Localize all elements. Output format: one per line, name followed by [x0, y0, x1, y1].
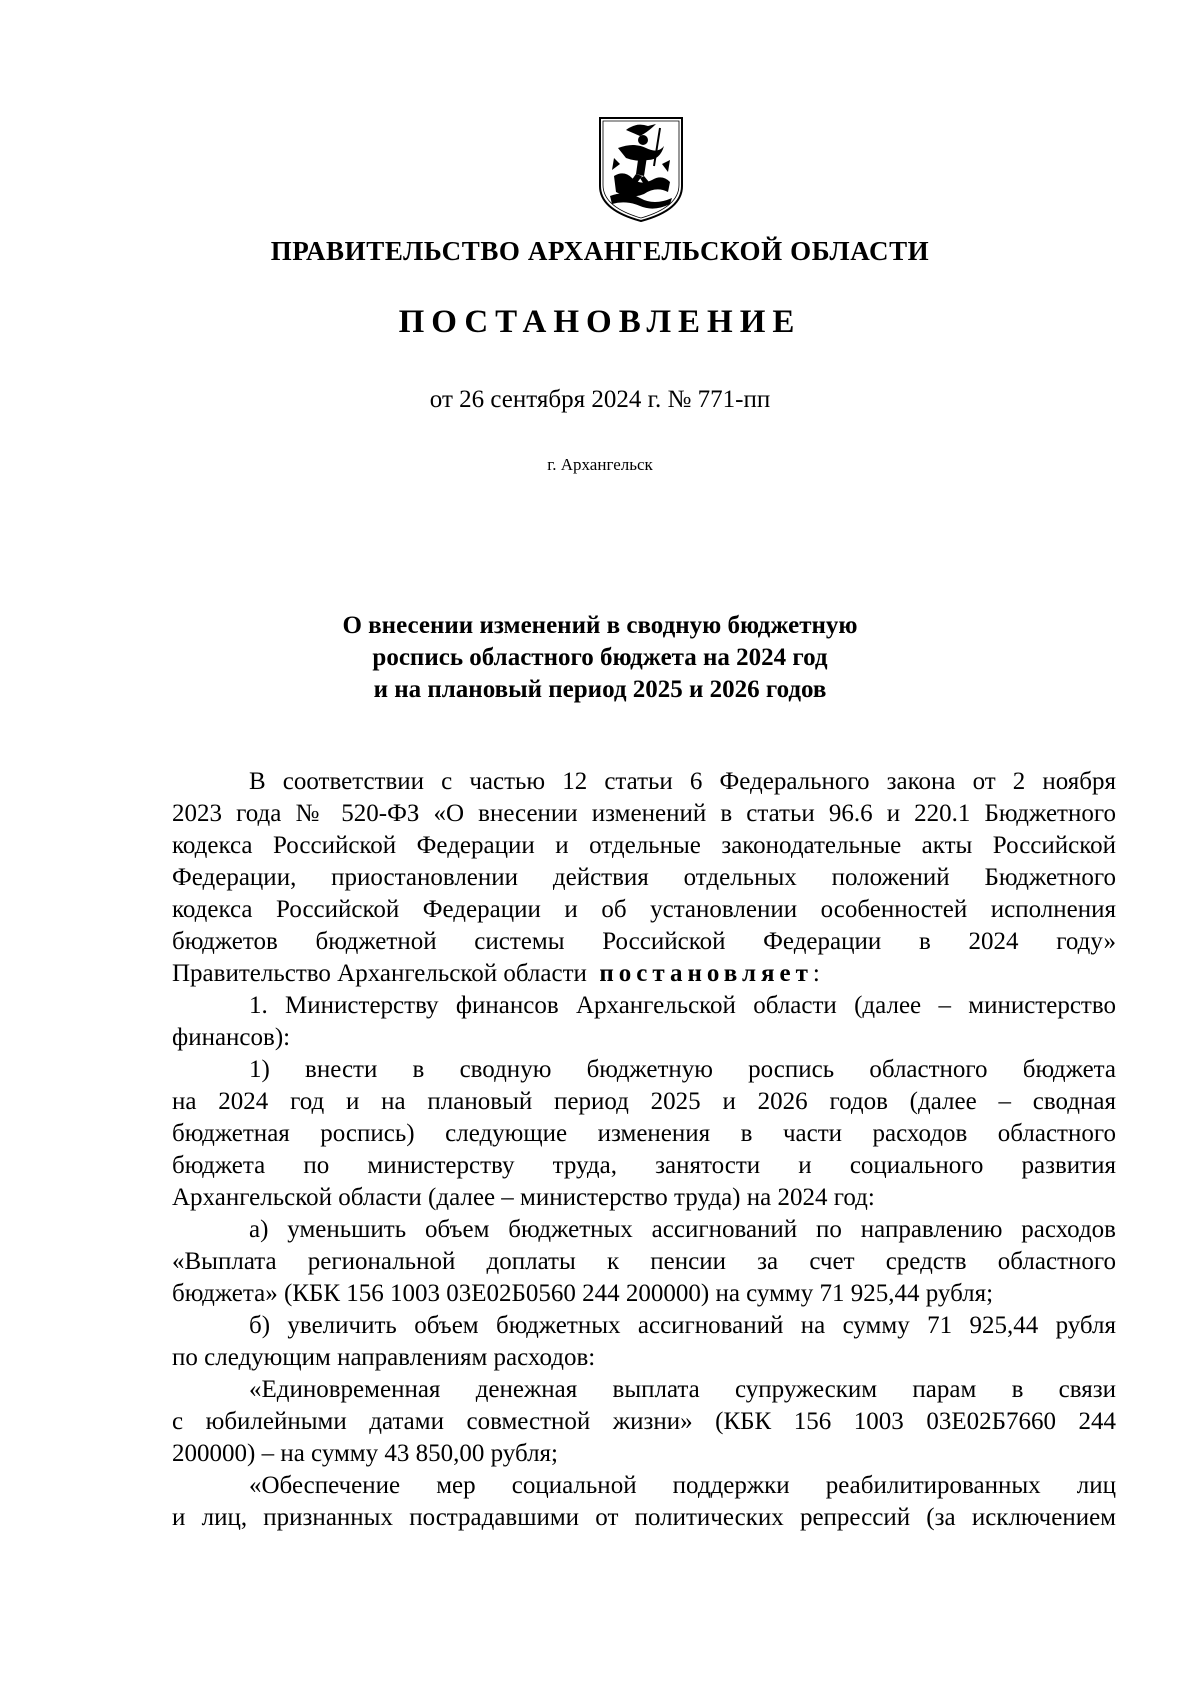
- coat-of-arms-emblem-icon: [596, 114, 686, 224]
- body-line: Федерации, приостановлении действия отдельных положений Бюджетного: [172, 864, 1116, 891]
- body-line: В соответствии с частью 12 статьи 6 Федерального закона от 2 ноября: [249, 768, 1116, 795]
- subject-line: роспись областного бюджета на 2024 год: [372, 644, 828, 671]
- document-subject: [0, 610, 1200, 706]
- body-line: а) уменьшить объем бюджетных ассигнований по направлению расходов: [249, 1216, 1116, 1243]
- body-line: и лиц, признанных пострадавшими от политических репрессий (за исключением: [172, 1504, 1116, 1531]
- subject-line: и на плановый период 2025 и 2026 годов: [373, 676, 827, 703]
- body-line: на 2024 год и на плановый период 2025 и 2026 годов (далее – сводная: [172, 1088, 1116, 1115]
- body-line: кодекса Российской Федерации и об установлении особенностей исполнения: [172, 896, 1116, 923]
- body-line: Архангельской области (далее – министерство труда) на 2024 год:: [172, 1184, 875, 1211]
- document-body: [172, 766, 1116, 1534]
- government-name: ПРАВИТЕЛЬСТВО АРХАНГЕЛЬСКОЙ ОБЛАСТИ: [270, 236, 930, 266]
- decree-colon: :: [812, 960, 820, 987]
- body-line: кодекса Российской Федерации и отдельные законодательные акты Российской: [172, 832, 1116, 859]
- body-line: по следующим направлениям расходов:: [172, 1344, 596, 1371]
- body-line: бюджетная роспись) следующие изменения в части расходов областного: [172, 1120, 1116, 1147]
- body-line: «Выплата региональной доплаты к пенсии за счет средств областного: [172, 1248, 1116, 1275]
- document-city: г. Архангельск: [547, 455, 653, 474]
- body-line: с юбилейными датами совместной жизни» (КБК 156 1003 03Е02Б7660 244: [172, 1408, 1116, 1435]
- document-type-title: ПОСТАНОВЛЕНИЕ: [398, 304, 802, 340]
- body-line: 1) внести в сводную бюджетную роспись областного бюджета: [249, 1056, 1116, 1083]
- body-line: «Единовременная денежная выплата супружеским парам в связи: [249, 1376, 1116, 1403]
- subject-line: О внесении изменений в сводную бюджетную: [342, 612, 858, 639]
- body-line: 2023 года № 520-ФЗ «О внесении изменений в статьи 96.6 и 220.1 Бюджетного: [172, 800, 1116, 827]
- decree-subject: Правительство Архангельской области: [172, 960, 587, 987]
- body-line-decree: [172, 958, 1116, 990]
- body-line: б) увеличить объем бюджетных ассигнований на сумму 71 925,44 рубля: [249, 1312, 1116, 1339]
- body-line: «Обеспечение мер социальной поддержки реабилитированных лиц: [249, 1472, 1116, 1499]
- body-line: 200000) – на сумму 43 850,00 рубля;: [172, 1440, 558, 1467]
- body-line: финансов):: [172, 1024, 291, 1051]
- document-date-number: от 26 сентября 2024 г. № 771-пп: [429, 386, 771, 413]
- body-line: 1. Министерству финансов Архангельской области (далее – министерство: [249, 992, 1116, 1019]
- decree-word: постановляет: [599, 960, 813, 987]
- body-line: бюджетов бюджетной системы Российской Федерации в 2024 году»: [172, 928, 1116, 955]
- body-line: бюджета» (КБК 156 1003 03Е02Б0560 244 200000) на сумму 71 925,44 рубля;: [172, 1280, 994, 1307]
- body-line: бюджета по министерству труда, занятости и социального развития: [172, 1152, 1116, 1179]
